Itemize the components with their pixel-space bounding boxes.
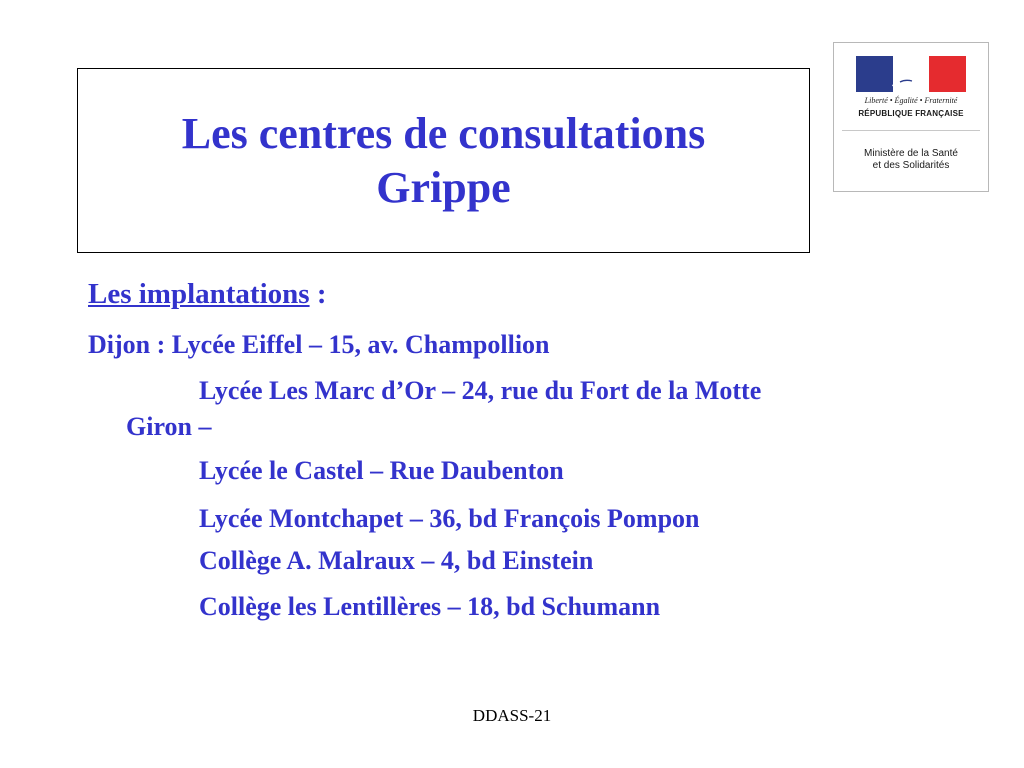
subheading-text: Les implantations bbox=[88, 278, 310, 310]
logo-ministry-line-2: et des Solidarités bbox=[872, 160, 950, 171]
slide-title-line-2: Grippe bbox=[376, 162, 511, 212]
slide-title-line-1: Les centres de consultations bbox=[181, 108, 706, 158]
logo-republique-text: RÉPUBLIQUE FRANÇAISE bbox=[858, 109, 964, 118]
logo-divider bbox=[842, 130, 980, 131]
logo-motto: Liberté • Égalité • Fraternité bbox=[864, 96, 958, 105]
logo-ministry-line-1: Ministère de la Santé bbox=[864, 148, 958, 159]
body-line-dijon: Dijon : Lycée Eiffel – 15, av. Champollion bbox=[88, 330, 550, 359]
logo-ministry bbox=[834, 148, 988, 172]
marianne-tricolor-icon bbox=[856, 56, 966, 92]
body-line-malraux: Collège A. Malraux – 4, bd Einstein bbox=[199, 546, 594, 575]
body-line-marc-dor: Lycée Les Marc d’Or – 24, rue du Fort de la Motte bbox=[199, 376, 762, 405]
title-box bbox=[77, 68, 810, 253]
body-line-montchapet: Lycée Montchapet – 36, bd François Pompon bbox=[199, 504, 700, 533]
body-line-giron: Giron – bbox=[126, 412, 212, 441]
subheading bbox=[88, 278, 327, 311]
subheading-colon: : bbox=[309, 278, 327, 310]
body-line-lentilleres: Collège les Lentillères – 18, bd Schumann bbox=[199, 592, 661, 621]
body-line-castel: Lycée le Castel – Rue Daubenton bbox=[199, 456, 564, 485]
republique-francaise-logo bbox=[833, 42, 989, 192]
slide-footer: DDASS-21 bbox=[472, 706, 552, 725]
